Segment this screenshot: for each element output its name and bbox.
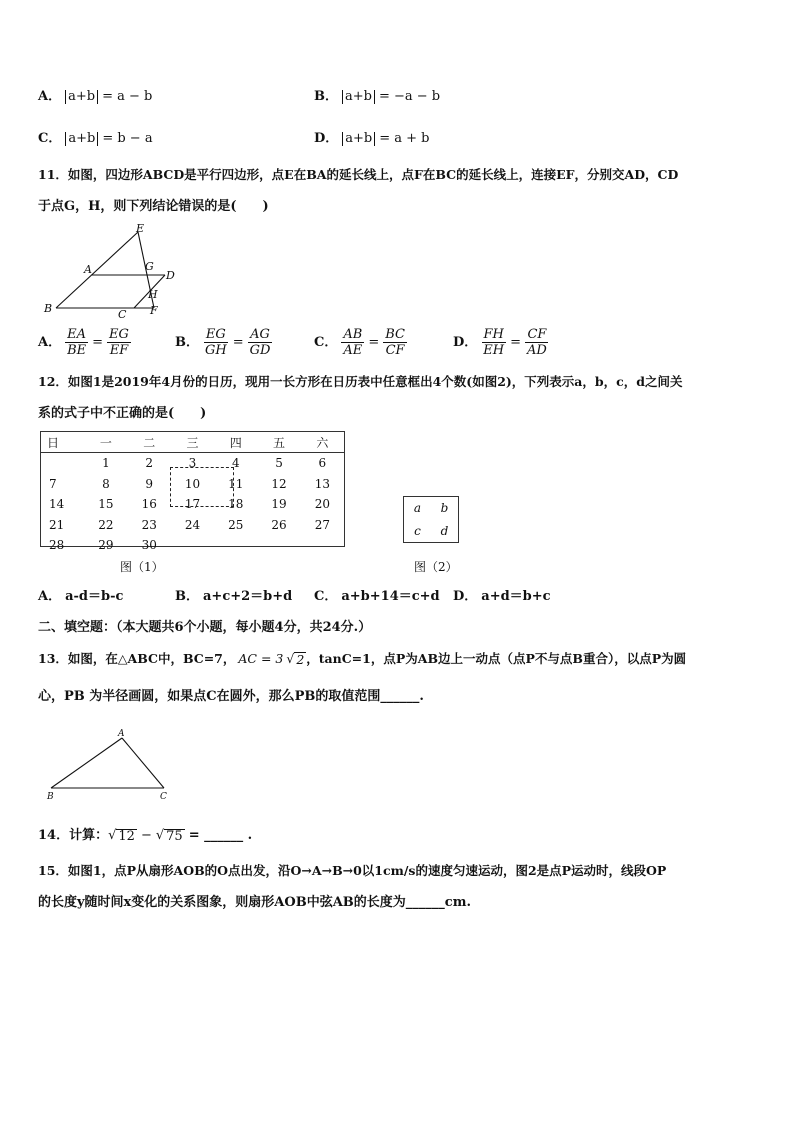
- calendar-day-cell: [214, 535, 257, 556]
- q14-line: 14．计算： √ 12 − √ 75 = ______ .: [38, 828, 253, 844]
- calendar-day-cell: 18: [228, 497, 244, 512]
- calendar-day-cell: 4: [231, 456, 240, 471]
- fraction-left: [65, 327, 88, 358]
- abs-expression: a+b: [342, 90, 375, 104]
- ac-root: 2: [296, 651, 305, 667]
- option-letter: C．: [38, 131, 62, 146]
- calendar-day-cell: 5: [275, 456, 283, 471]
- calendar-day-cell: [171, 535, 214, 556]
- q11-option-b: B． $\frac{EG}{GH}$ = $\frac{AG}{GD}$: [175, 327, 271, 358]
- calendar-day-cell: 22: [98, 517, 114, 532]
- calendar-header-cell: 四: [229, 435, 242, 450]
- option-letter: D．: [314, 131, 339, 146]
- option-letter: A．: [38, 89, 62, 104]
- calendar-day-cell: 12: [271, 476, 287, 491]
- line-be: [56, 232, 138, 308]
- option-rhs: = −a − b: [378, 89, 441, 104]
- q12-option-d: [453, 588, 551, 606]
- q10-option-a: [38, 88, 152, 106]
- q13-triangle-figure: [40, 727, 180, 803]
- numerator: FH: [483, 327, 504, 342]
- box-letter-b: b: [440, 501, 449, 516]
- q11-option-d: D． $\frac{FH}{EH}$ = $\frac{CF}{AD}$: [453, 327, 547, 358]
- side-ac: [122, 738, 164, 788]
- calendar-day-cell: 2: [145, 456, 154, 471]
- q11-line2: 于点G，H，则下列结论错误的是( ): [38, 199, 269, 214]
- calendar-day-cell: 13: [314, 476, 330, 491]
- calendar-day-cell: [301, 535, 344, 556]
- calendar-day-cell: 3: [188, 456, 197, 471]
- fraction-left: [341, 327, 364, 358]
- label-d: D: [166, 269, 175, 282]
- calendar-header-row: [41, 432, 344, 453]
- q13-line1: 13．如图，在△ABC中，BC=7， AC = 3 √ 2 ，tanC=1，点P为AB边上一动点（点P不与点B重合），以点P为圆: [38, 651, 687, 667]
- q10-option-b: [314, 88, 440, 106]
- option-letter: C．: [314, 334, 338, 350]
- q11-option-c: C． $\frac{AB}{AE}$ = $\frac{BC}{CF}$: [314, 327, 405, 358]
- box-letter-c: c: [414, 523, 421, 538]
- abcd-box-figure: [403, 496, 459, 543]
- section-heading-fill-in: 二、填空题：（本大题共6个小题，每小题4分，共24分.）: [38, 620, 372, 635]
- label-g: G: [145, 260, 154, 273]
- denominator: CF: [385, 343, 405, 358]
- label-h: H: [148, 288, 158, 301]
- q14-minus: −: [140, 828, 152, 843]
- calendar-day-cell: 10: [184, 476, 201, 491]
- calendar-day-cell: 8: [102, 476, 110, 491]
- calendar-row: [41, 515, 344, 536]
- calendar-day-cell: 16: [141, 497, 157, 512]
- numerator: EG: [109, 327, 129, 342]
- q13-part2: ，tanC=1，点P为AB边上一动点（点P不与点B重合），以点P为圆: [306, 651, 687, 666]
- option-letter: B．: [175, 334, 199, 350]
- calendar-day-cell: 20: [314, 497, 330, 512]
- q15-line1: 15．如图1，点P从扇形AOB的O点出发，沿O→A→B→0以1cm/s的速度匀速运动，图2是点P运动时，线段OP: [38, 863, 667, 878]
- calendar-day-cell: 15: [98, 497, 114, 512]
- q10-option-c: [38, 130, 153, 148]
- calendar-day-cell: 21: [49, 517, 65, 532]
- option-letter: A．: [38, 334, 62, 350]
- q13-line2: 心，PB 为半径画圆，如果点C在圆外，那么PB的取值范围______.: [38, 689, 424, 704]
- denominator: EH: [483, 343, 505, 358]
- option-text: a+d＝b+c: [481, 589, 551, 604]
- fraction-right: [525, 327, 549, 358]
- option-text: a+c+2＝b+d: [203, 589, 293, 604]
- option-letter: B．: [314, 89, 338, 104]
- label-a: A: [118, 729, 125, 739]
- calendar-day-cell: 11: [228, 476, 244, 491]
- calendar-day-cell: 23: [141, 517, 157, 532]
- calendar-header-cell: 五: [273, 435, 286, 450]
- q12-option-b: [175, 588, 292, 606]
- numerator: AG: [250, 327, 270, 342]
- fraction-right: [383, 327, 407, 358]
- option-letter: B．: [175, 589, 199, 604]
- numerator: CF: [527, 327, 547, 342]
- fig2-caption: 图（2）: [414, 560, 458, 574]
- q11-line1: 11．如图，四边形ABCD是平行四边形，点E在BA的延长线上，点F在BC的延长线上，连接EF，分别交AD，CD: [38, 167, 679, 182]
- calendar-row: [41, 535, 344, 556]
- numerator: EA: [67, 327, 87, 342]
- calendar-day-cell: [41, 453, 84, 474]
- option-letter: C．: [314, 589, 338, 604]
- label-e: E: [136, 224, 145, 235]
- fraction-left: [481, 327, 506, 358]
- label-c: C: [160, 792, 167, 802]
- q14-prefix: 14．计算：: [38, 828, 109, 843]
- calendar-day-cell: 28: [49, 538, 65, 553]
- q11-option-a: A． $\frac{EA}{BE}$ = $\frac{EG}{EF}$: [38, 327, 129, 358]
- calendar-day-cell: 17: [184, 497, 201, 512]
- q11-parallelogram-figure: [40, 224, 180, 320]
- option-letter: A．: [38, 589, 62, 604]
- q14-root2: 75: [166, 828, 183, 844]
- fraction-left: [203, 327, 229, 358]
- abs-expression: a+b: [342, 132, 375, 146]
- option-text: a+b+14＝c+d: [341, 589, 440, 604]
- denominator: GH: [205, 343, 227, 358]
- label-f: F: [150, 304, 158, 317]
- calendar-header-cell: 六: [316, 435, 329, 450]
- calendar-day-cell: 24: [184, 517, 201, 532]
- abs-expression: a+b: [65, 90, 98, 104]
- option-letter: D．: [453, 589, 478, 604]
- calendar-day-cell: 27: [314, 517, 330, 532]
- q12-option-a: [38, 588, 123, 606]
- abs-expression: a+b: [65, 132, 98, 146]
- numerator: AB: [343, 327, 363, 342]
- denominator: AD: [527, 343, 547, 358]
- label-c: C: [118, 308, 127, 320]
- numerator: EG: [205, 327, 226, 342]
- calendar-day-cell: 30: [141, 538, 157, 553]
- fraction-right: [248, 327, 273, 358]
- calendar-header-cell: 二: [143, 435, 156, 450]
- numerator: BC: [385, 327, 405, 342]
- q10-option-d: [314, 130, 430, 148]
- denominator: AE: [343, 343, 363, 358]
- calendar-header-cell: 三: [186, 435, 199, 450]
- calendar-day-cell: 1: [102, 456, 110, 471]
- calendar-day-cell: 26: [271, 517, 287, 532]
- option-text: a-d＝b-c: [65, 589, 124, 604]
- side-ab: [51, 738, 122, 788]
- calendar-day-cell: 7: [49, 476, 57, 491]
- ac-lhs: AC = 3: [238, 651, 284, 666]
- q12-option-c: [314, 588, 440, 606]
- q14-suffix: = ______ .: [188, 828, 253, 843]
- q12-line1: 12．如图1是2019年4月份的日历，现用一长方形在日历表中任意框出4个数(如图2)，下列表示a，b，c，d之间关: [38, 374, 683, 389]
- calendar-day-cell: [257, 535, 300, 556]
- denominator: GD: [249, 343, 271, 358]
- calendar-day-cell: 29: [98, 538, 114, 553]
- calendar-day-cell: 19: [271, 497, 287, 512]
- label-b: B: [44, 302, 53, 315]
- option-letter: D．: [453, 334, 478, 350]
- denominator: BE: [67, 343, 87, 358]
- calendar-day-cell: 6: [318, 456, 327, 471]
- q14-root1: 12: [118, 828, 135, 844]
- selection-rectangle: [170, 467, 234, 507]
- denominator: EF: [109, 343, 129, 358]
- calendar-day-cell: 14: [49, 497, 65, 512]
- q13-part1: 13．如图，在△ABC中，BC=7，: [38, 651, 236, 666]
- label-a: A: [84, 263, 92, 276]
- fig1-caption: 图（1）: [120, 560, 164, 574]
- option-rhs: = b − a: [102, 131, 153, 146]
- option-rhs: = a − b: [102, 89, 153, 104]
- calendar-header-cell: 日: [47, 435, 60, 450]
- q15-line2: 的长度y随时间x变化的关系图象，则扇形AOB中弦AB的长度为______cm.: [38, 895, 471, 910]
- calendar-day-cell: 25: [228, 517, 244, 532]
- label-b: B: [47, 792, 54, 802]
- fraction-right: [107, 327, 131, 358]
- calendar-header-cell: 一: [99, 435, 112, 450]
- option-rhs: = a + b: [379, 131, 430, 146]
- box-letter-a: a: [413, 501, 422, 516]
- box-letter-d: d: [440, 523, 449, 538]
- calendar-day-cell: 9: [145, 476, 154, 491]
- q12-line2: 系的式子中不正确的是( ): [38, 406, 207, 421]
